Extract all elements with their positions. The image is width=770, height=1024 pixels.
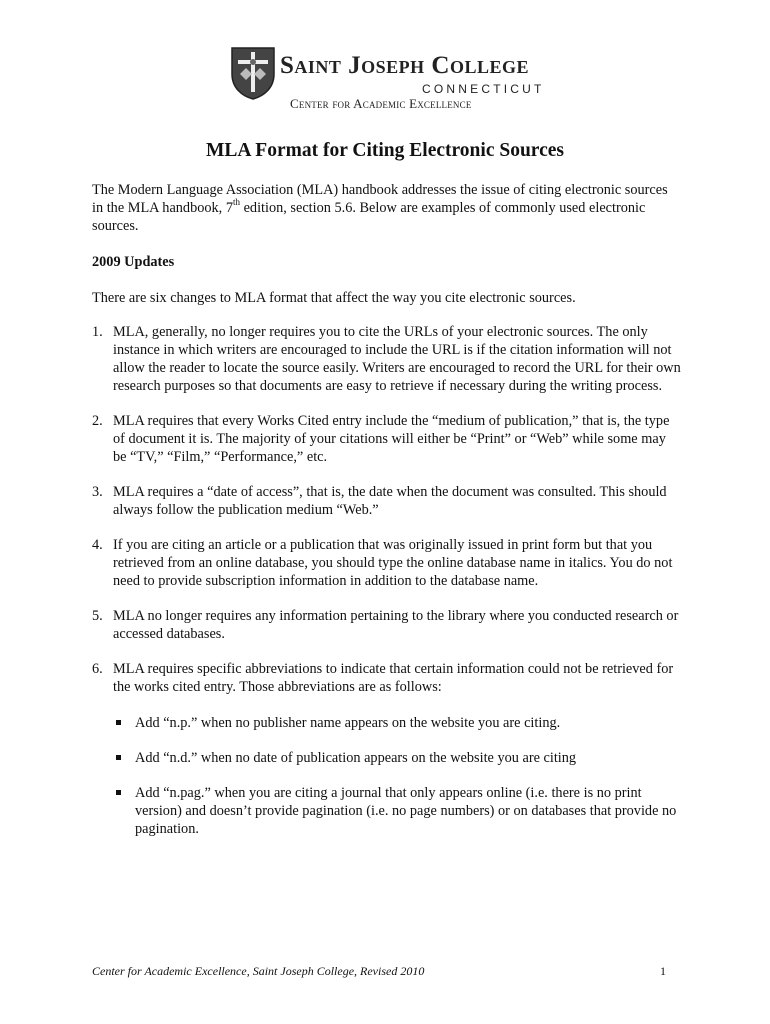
bullet-item	[113, 749, 682, 767]
list-item-text: If you are citing an article or a publication that was originally issued in print form but that you retrieved from an online database, you should type the online database name in italics. You do not need to provide subscription information in addition to the database name.	[113, 537, 673, 589]
page-number: 1	[660, 964, 666, 978]
list-item	[92, 483, 682, 519]
list-number: 4.	[92, 537, 103, 553]
list-item-text: MLA requires specific abbreviations to indicate that certain information could not be retrieved for the works cited entry. Those abbreviations are as follows:	[113, 661, 674, 695]
abbreviation-list	[113, 714, 682, 838]
college-state: CONNECTICUT	[422, 82, 545, 96]
list-number: 3.	[92, 484, 103, 500]
list-number: 2.	[92, 413, 103, 429]
list-item	[92, 607, 682, 643]
page-footer	[92, 964, 666, 979]
intro-paragraph: The Modern Language Association (MLA) handbook addresses the issue of citing electronic sources in the MLA handbook, 7th edition, section 5.6. Below are examples of commonly used electronic sources.	[92, 182, 668, 234]
list-number: 6.	[92, 661, 103, 677]
footer-text: Center for Academic Excellence, Saint Joseph College, Revised 2010	[92, 964, 425, 978]
square-bullet-icon	[116, 755, 121, 760]
list-item-text: MLA, generally, no longer requires you to cite the URLs of your electronic sources. The only instance in which writers are encouraged to include the URL is if the citation information will not allow the reader to locate the source easily. Writers are encouraged to record the URL for their own research purposes so that documents are easy to retrieve if necessary during the writing process.	[113, 324, 681, 394]
list-item-text: MLA requires that every Works Cited entry include the “medium of publication,” that is, the type of document it is. The majority of your citations will either be “Print” or “Web” while some may be “TV,” “Film,” “Performance,” etc.	[113, 413, 670, 465]
college-crest-icon	[230, 46, 276, 100]
bullet-text: Add “n.pag.” when you are citing a journal that only appears online (i.e. there is no print version) and doesn’t provide pagination (i.e. no page numbers) or on databases that provide no pagination.	[135, 785, 677, 837]
list-number: 1.	[92, 324, 103, 340]
list-item	[92, 660, 682, 838]
college-name: Saint Joseph College	[280, 52, 530, 79]
section-intro: There are six changes to MLA format that affect the way you cite electronic sources.	[92, 290, 576, 306]
section-heading: 2009 Updates	[92, 254, 175, 270]
square-bullet-icon	[116, 790, 121, 795]
bullet-item	[113, 714, 682, 732]
list-item	[92, 536, 682, 590]
list-item-text: MLA requires a “date of access”, that is, the date when the document was consulted. This should always follow the publication medium “Web.”	[113, 484, 667, 518]
bullet-item	[113, 784, 682, 838]
college-logo	[230, 44, 560, 114]
bullet-text: Add “n.p.” when no publisher name appears on the website you are citing.	[135, 715, 561, 731]
bullet-text: Add “n.d.” when no date of publication appears on the website you are citing	[135, 750, 577, 766]
list-number: 5.	[92, 608, 103, 624]
list-item	[92, 323, 682, 395]
list-item	[92, 412, 682, 466]
college-department: Center for Academic Excellence	[290, 96, 472, 111]
square-bullet-icon	[116, 720, 121, 725]
list-item-text: MLA no longer requires any information pertaining to the library where you conducted research or accessed databases.	[113, 608, 679, 642]
page-title: MLA Format for Citing Electronic Sources	[206, 140, 564, 161]
changes-list	[92, 323, 682, 855]
